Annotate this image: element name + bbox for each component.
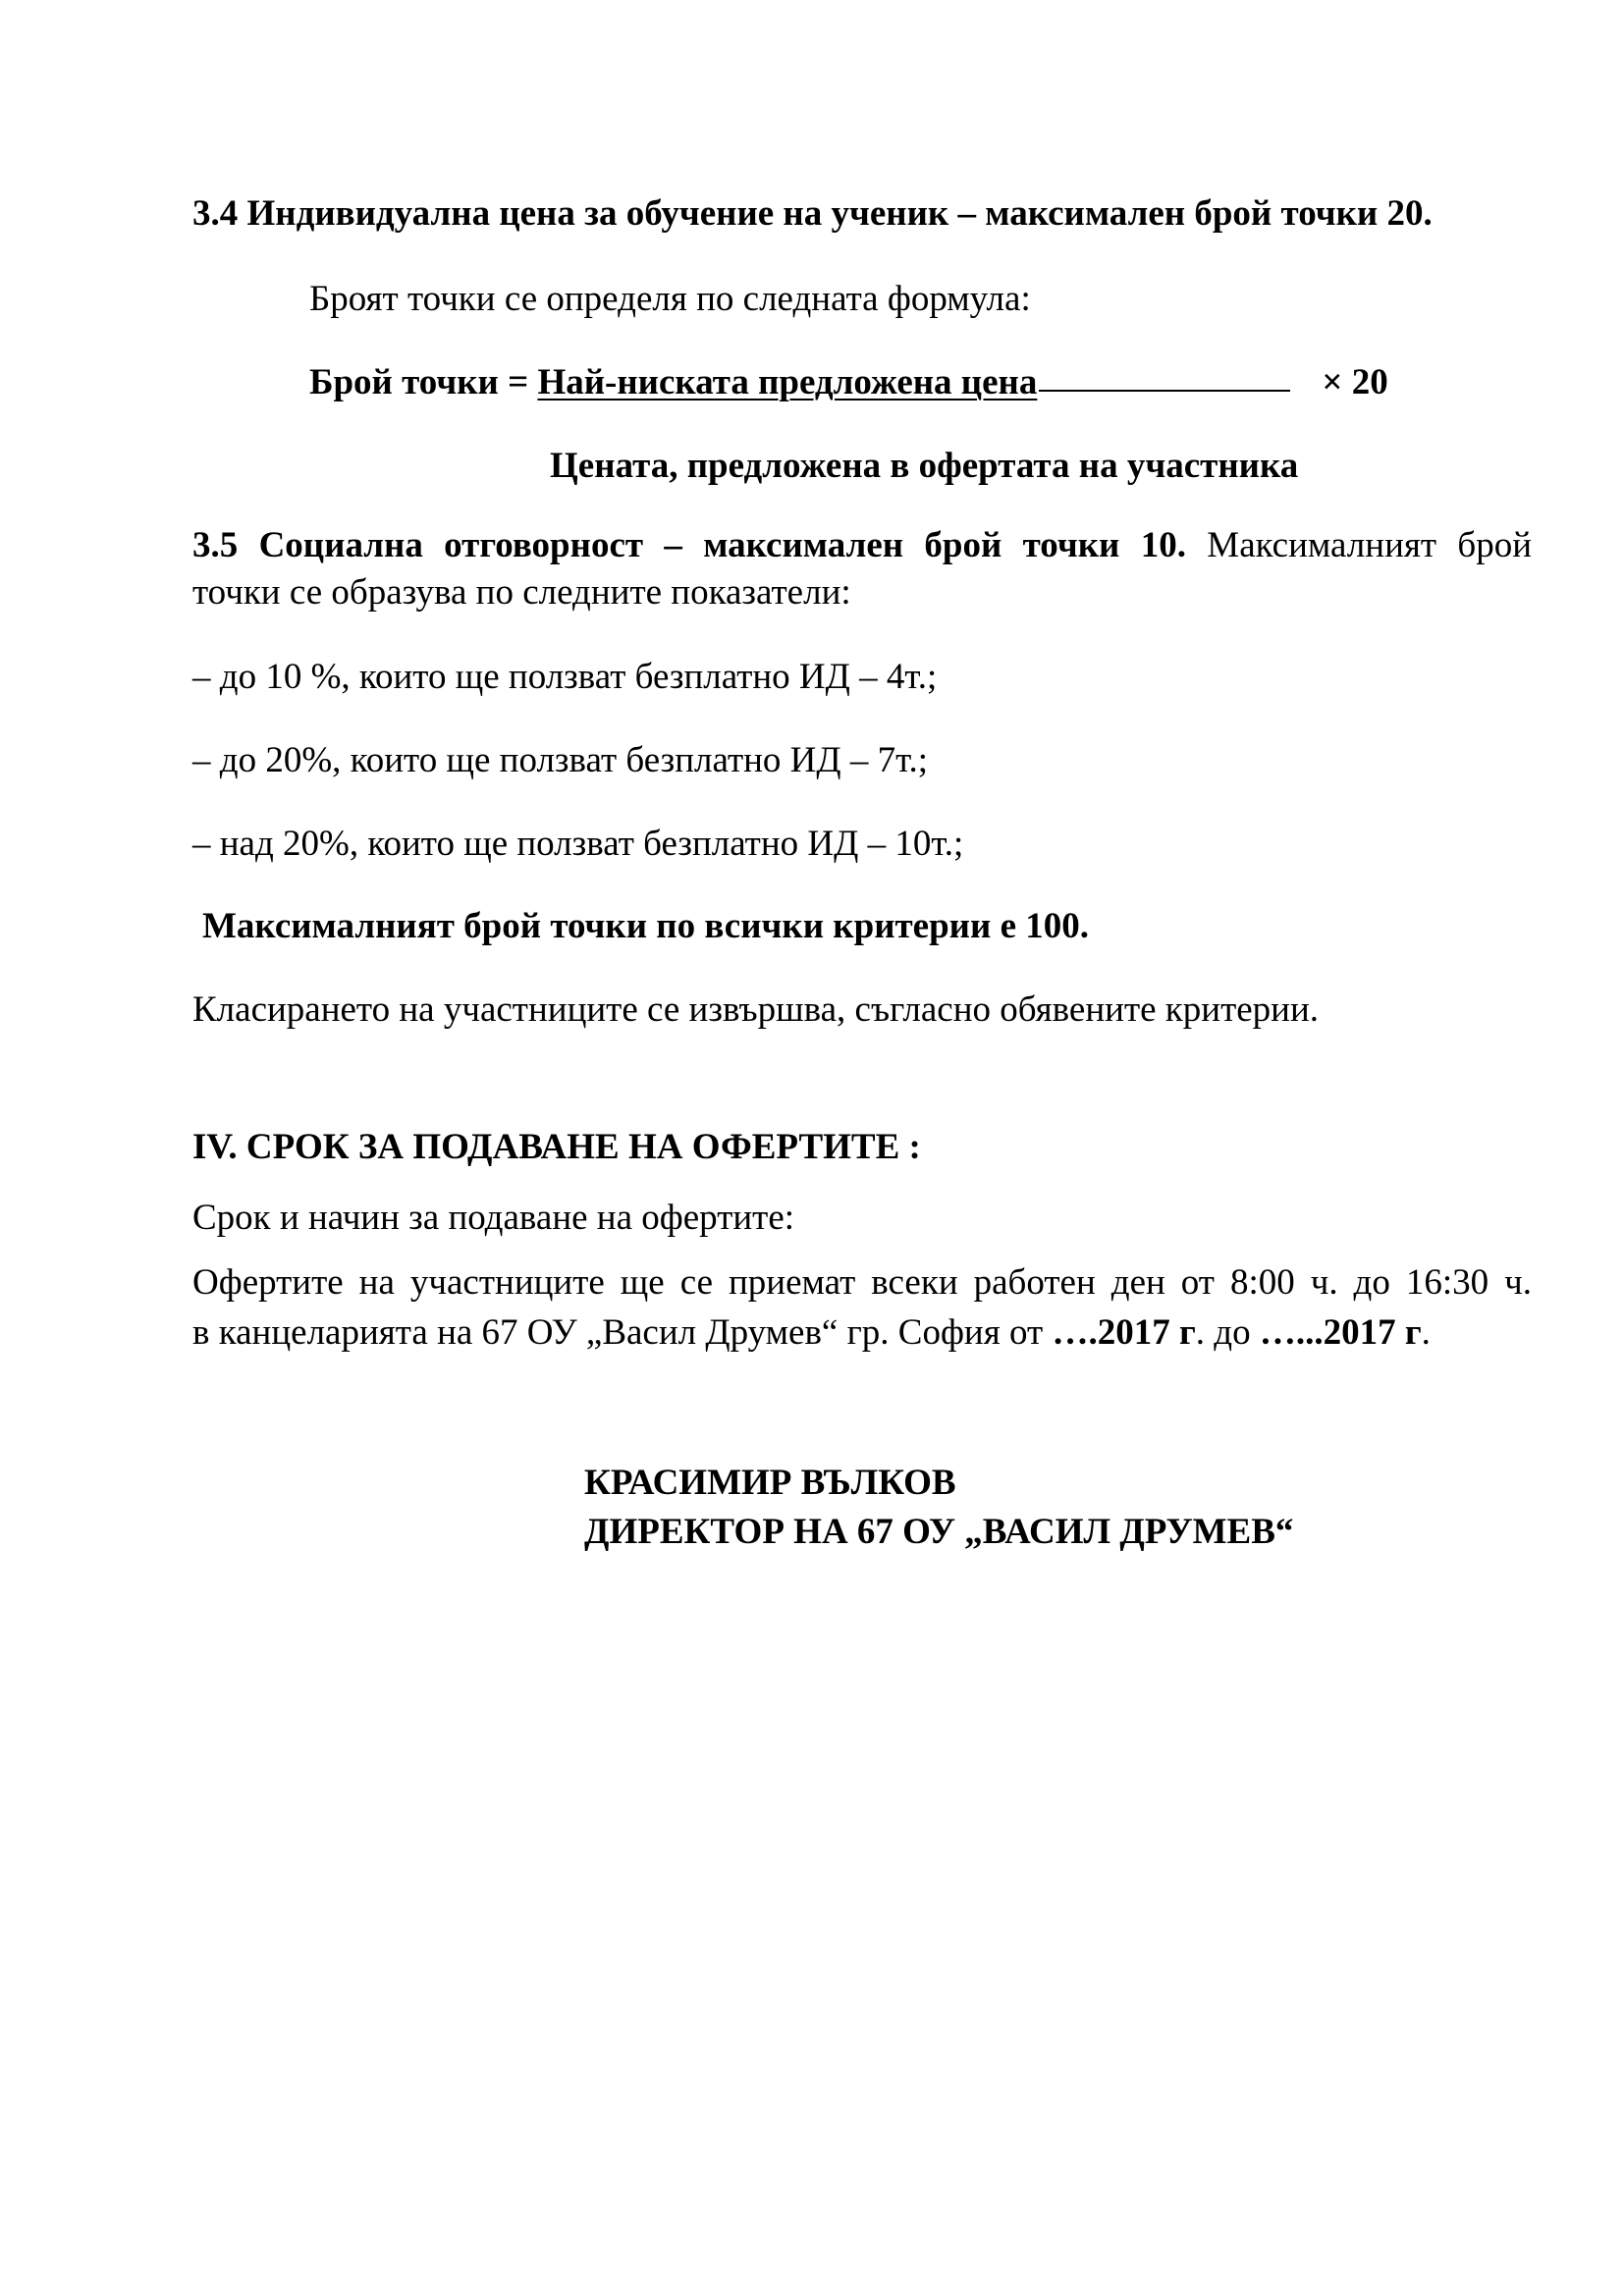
formula-denominator: Цената, предложена в офертата на участника bbox=[550, 446, 1299, 486]
section-3-5-heading: 3.5 Социална отговорност – максимален брой точки 10. bbox=[192, 525, 1186, 565]
section-3-5-text-tail: Максималният брой bbox=[1207, 525, 1533, 565]
para-text: в канцеларията на 67 ОУ „Васил Друмев“ гр. София от bbox=[192, 1312, 1053, 1353]
section-iv-para-line2 bbox=[192, 1311, 1431, 1355]
section-iv-subheading: Срок и начин за подаване на офертите: bbox=[192, 1198, 795, 1238]
formula-lhs: Брой точки = bbox=[309, 362, 538, 402]
ranking-text: Класирането на участниците се извършва, съгласно обявените критерии. bbox=[192, 989, 1320, 1030]
date-to: …...2017 г bbox=[1259, 1312, 1422, 1353]
formula-multiplier: × 20 bbox=[1322, 362, 1388, 402]
formula-numerator: Най-ниската предложена цена bbox=[537, 362, 1038, 402]
para-text: . до bbox=[1195, 1312, 1260, 1353]
max-total-points: Максималният брой точки по всички критерии е 100. bbox=[202, 906, 1089, 946]
signature-title: ДИРЕКТОР НА 67 ОУ „ВАСИЛ ДРУМЕВ“ bbox=[584, 1512, 1294, 1552]
formula-intro: Броят точки се определя по следната формула: bbox=[309, 279, 1031, 319]
list-item: – над 20%, които ще ползват безплатно ИД – 10т.; bbox=[192, 824, 964, 864]
formula-numerator-line bbox=[309, 361, 1388, 404]
date-from: ….2017 г bbox=[1052, 1312, 1196, 1353]
list-item: – до 10 %, които ще ползват безплатно ИД – 4т.; bbox=[192, 657, 938, 697]
list-item: – до 20%, които ще ползват безплатно ИД – 7т.; bbox=[192, 740, 929, 780]
signature-name: КРАСИМИР ВЪЛКОВ bbox=[584, 1463, 956, 1503]
formula-fraction-bar bbox=[1039, 390, 1290, 392]
section-iv-heading: IV. СРОК ЗА ПОДАВАНЕ НА ОФЕРТИТЕ : bbox=[192, 1127, 921, 1167]
section-3-4-heading: 3.4 Индивидуална цена за обучение на ученик – максимален брой точки 20. bbox=[192, 193, 1433, 234]
section-3-5-line2: точки се образува по следните показатели: bbox=[192, 572, 851, 613]
section-iv-para-line1: Офертите на участниците ще се приемат всеки работен ден от 8:00 ч. до 16:30 ч. bbox=[192, 1262, 1532, 1303]
para-text: . bbox=[1421, 1312, 1431, 1353]
section-3-5-line1 bbox=[192, 524, 1532, 567]
